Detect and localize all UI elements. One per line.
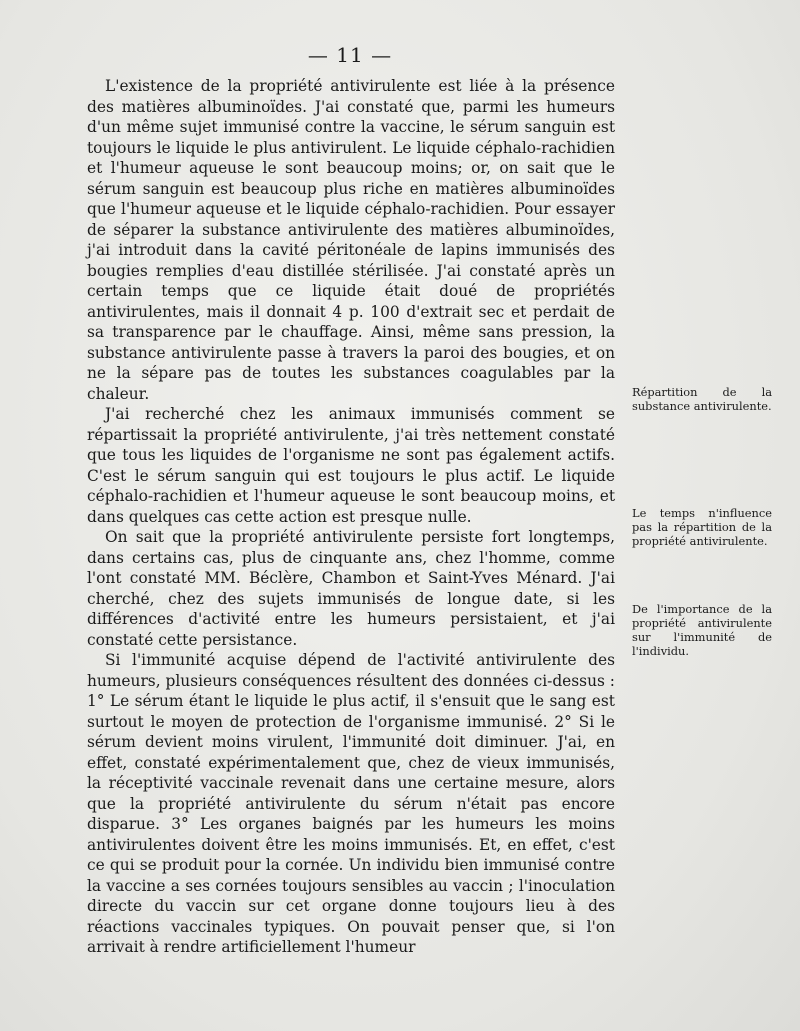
margin-note: De l'importance de la propriété antivirulente sur l'immunité de l'individu. — [632, 602, 772, 658]
page-number: — 11 — — [307, 43, 393, 67]
margin-note: Répartition de la substance antivirulente. — [632, 385, 772, 413]
paragraph: On sait que la propriété antivirulente persiste fort longtemps, dans certains cas, plus de cinquante ans, chez l'homme, comme l'ont constaté MM. Béclère, Chambon et Saint-Yves Ménard. J'ai cherché, chez des sujets immunisés de longue date, si les différences d'activité entre les humeurs persistaient, et j'ai constaté cette persistance. — [87, 528, 615, 649]
paragraph: J'ai recherché chez les animaux immunisés comment se répartissait la propriété antivirulente, j'ai très nettement constaté que tous les liquides de l'organisme ne sont pas également actifs. C'est le sérum sanguin qui est toujours le plus actif. Le liquide céphalo-rachidien et l'humeur aqueuse le sont beaucoup moins, et dans quelques cas cette action est presque nulle. — [87, 405, 615, 526]
main-text — [87, 76, 615, 958]
margin-note: Le temps n'influence pas la répartition de la propriété antivirulente. — [632, 506, 772, 548]
paragraph: L'existence de la propriété antivirulente est liée à la présence des matières albuminoïdes. J'ai constaté que, parmi les humeurs d'un même sujet immunisé contre la vaccine, le sérum sanguin est toujours le liquide le plus antivirulent. Le liquide céphalo-rachidien et l'humeur aqueuse le sont beaucoup moins; or, on sait que le sérum sanguin est beaucoup plus riche en matières albuminoïdes que l'humeur aqueuse et le liquide céphalo-rachidien. Pour essayer de séparer la substance antivirulente des matières albuminoïdes, j'ai introduit dans la cavité péritonéale de lapins immunisés des bougies remplies d'eau distillée stérilisée. J'ai constaté après un certain temps que ce liquide était doué de propriétés antivirulentes, mais il donnait 4 p. 100 d'extrait sec et perdait de sa transparence par le chauffage. Ainsi, même sans pression, la substance antivirulente passe à travers la paroi des bougies, et on ne la sépare pas de toutes les substances coagulables par la chaleur. — [87, 77, 615, 403]
paragraph: Si l'immunité acquise dépend de l'activité antivirulente des humeurs, plusieurs conséquences résultent des données ci-dessus : 1° Le sérum étant le liquide le plus actif, il s'ensuit que le sang est surtout le moyen de protection de l'organisme immunisé. 2° Si le sérum devient moins virulent, l'immunité doit diminuer. J'ai, en effet, constaté expérimentalement que, chez de vieux immunisés, la réceptivité vaccinale revenait dans une certaine mesure, alors que la propriété antivirulente du sérum n'était pas encore disparue. 3° Les organes baignés par les humeurs les moins antivirulentes doivent être les moins immunisés. Et, en effet, c'est ce qui se produit pour la cornée. Un individu bien immunisé contre la vaccine a ses cornées toujours sensibles au vaccin ; l'inoculation directe du vaccin sur cet organe donne toujours lieu à des réactions vaccinales typiques. On pouvait penser que, si l'on arrivait à rendre artificiellement l'humeur — [87, 651, 615, 956]
